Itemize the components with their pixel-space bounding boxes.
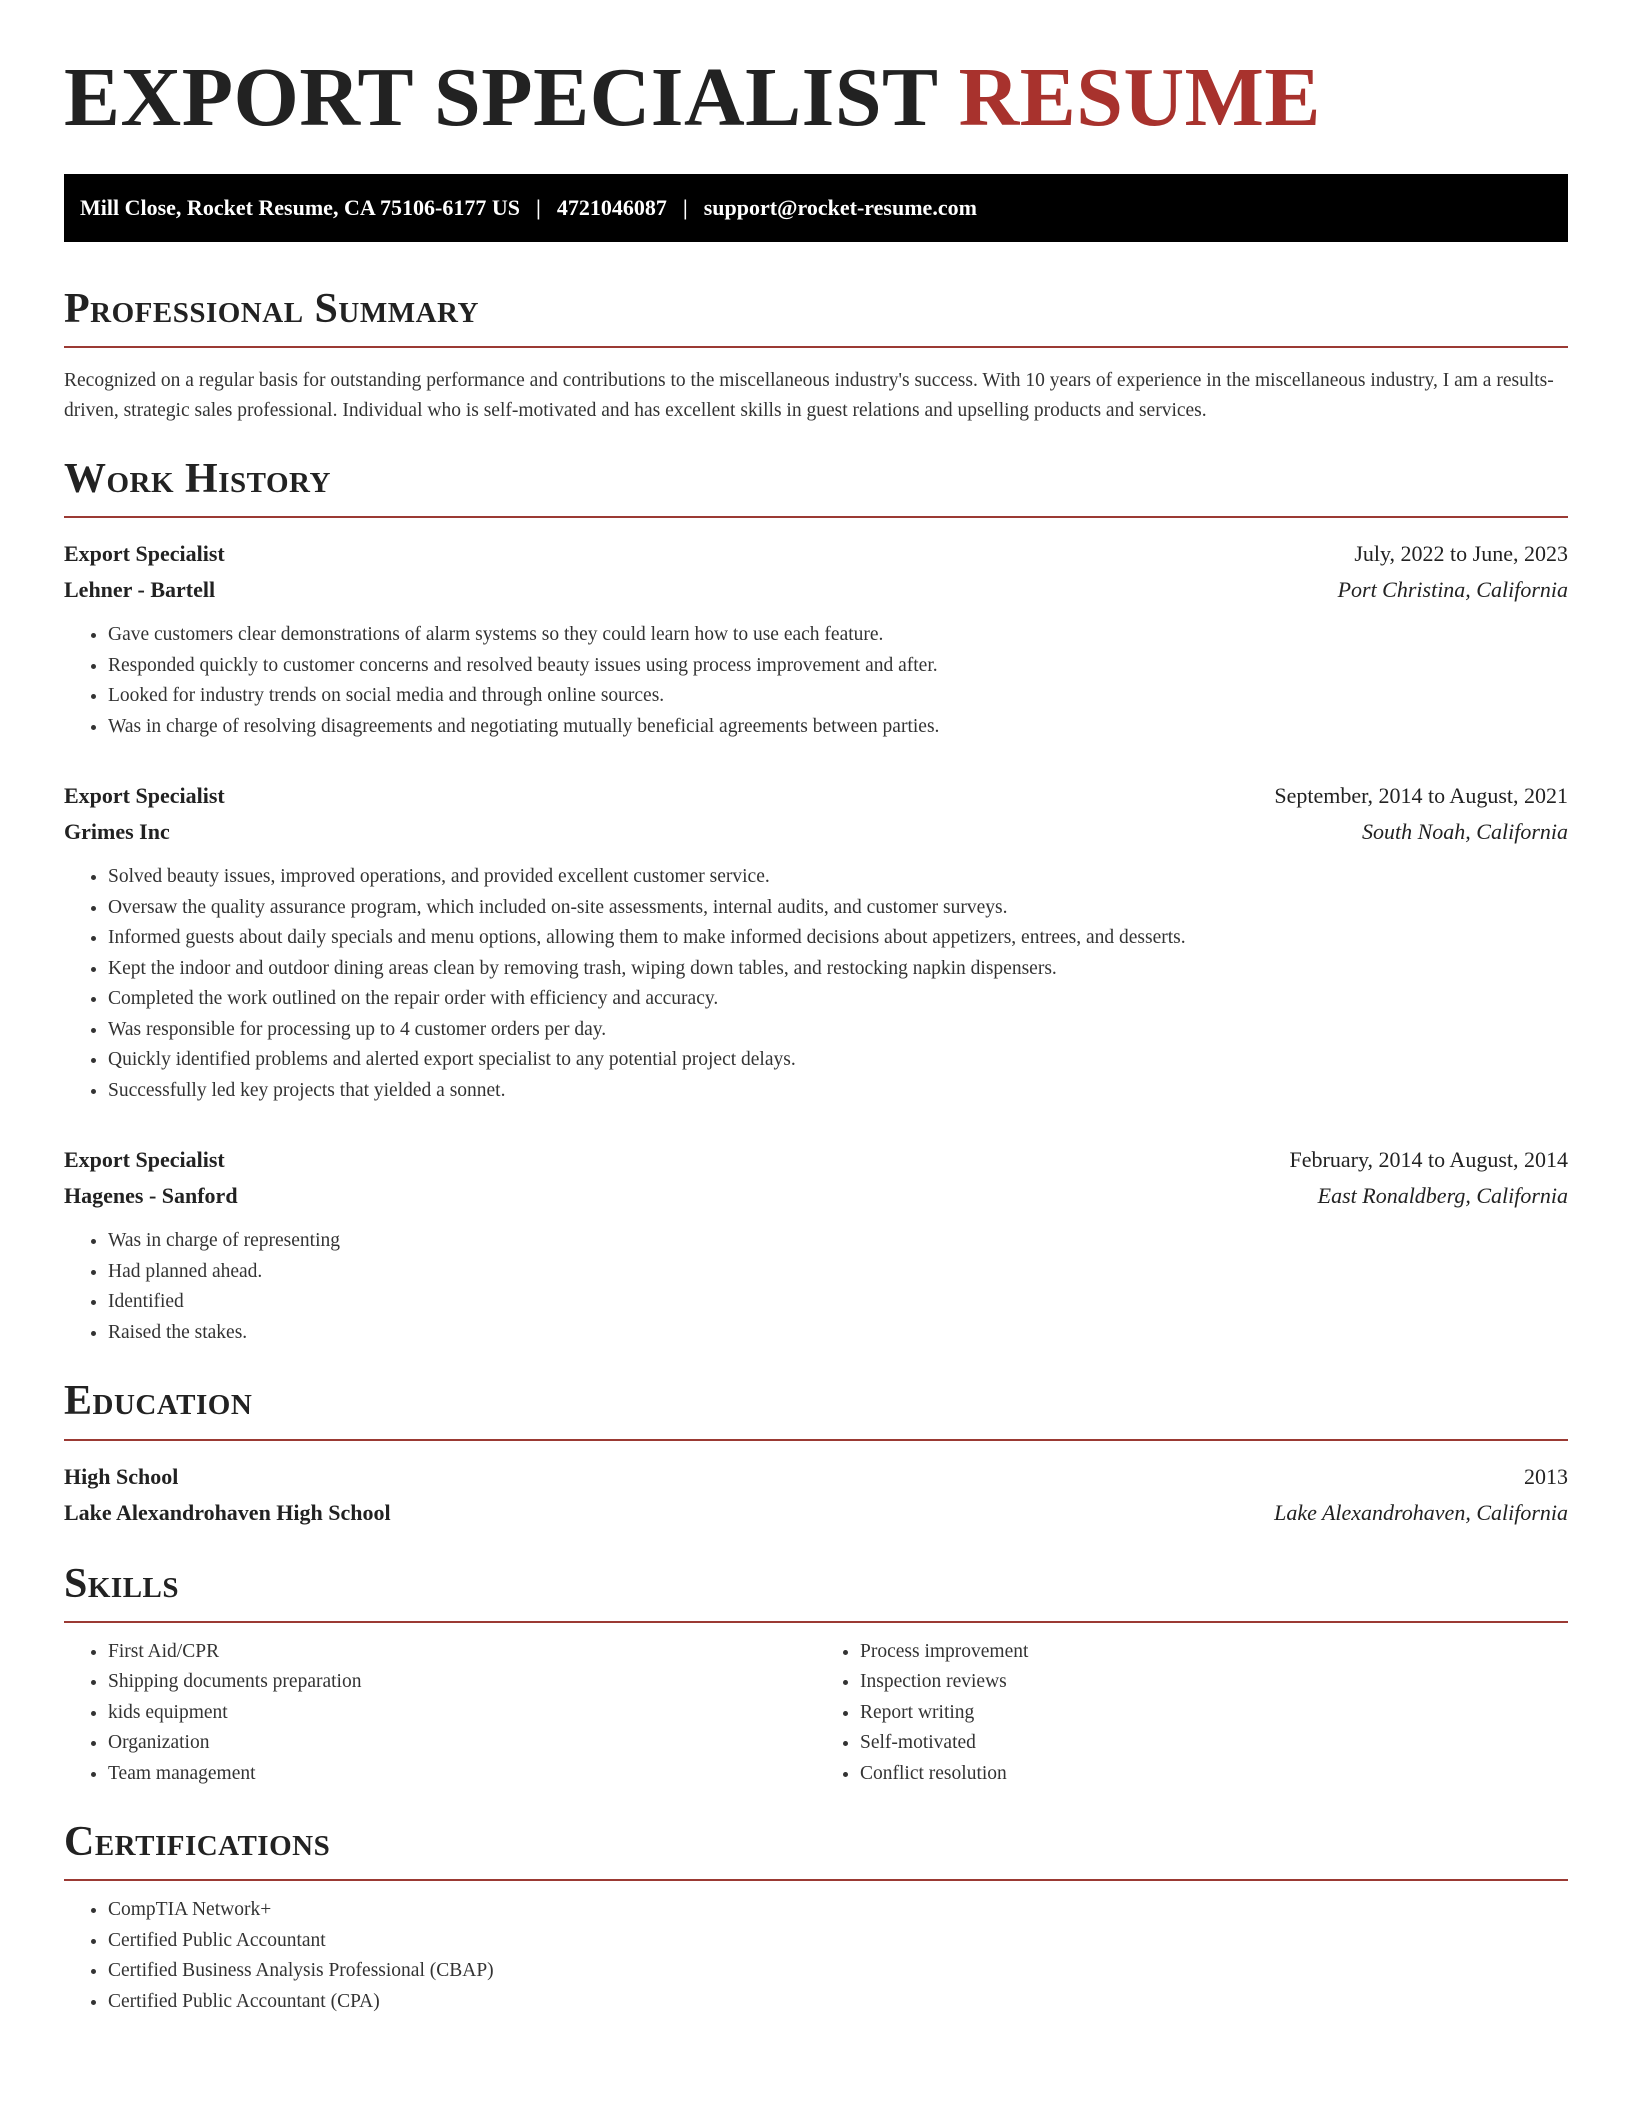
section-heading-summary: Professional Summary bbox=[64, 286, 479, 332]
skill-item: • Report writing bbox=[860, 1698, 1568, 1729]
job-company: Hagenes - Sanford bbox=[64, 1183, 238, 1209]
job-bullet: • Raised the stakes. bbox=[108, 1318, 1568, 1349]
education-year: 2013 bbox=[1524, 1463, 1568, 1489]
skills-section bbox=[64, 1561, 1568, 1790]
job-bullet: • Oversaw the quality assurance program, which included on-site assessments, internal audits, and customer surveys. bbox=[108, 893, 1568, 924]
job-dates: July, 2022 to June, 2023 bbox=[1354, 541, 1568, 567]
job-bullet: • Responded quickly to customer concerns and resolved beauty issues using process improvement and after. bbox=[108, 651, 1568, 682]
job-bullets bbox=[64, 1226, 1568, 1348]
job-bullet: • Successfully led key projects that yielded a sonnet. bbox=[108, 1076, 1568, 1107]
job-location: East Ronaldberg, California bbox=[1317, 1183, 1568, 1209]
job-entry bbox=[64, 778, 1568, 1106]
work-history-section bbox=[64, 456, 1568, 1348]
skill-item: • Inspection reviews bbox=[860, 1667, 1568, 1698]
job-bullets bbox=[64, 620, 1568, 742]
job-location: South Noah, California bbox=[1362, 819, 1568, 845]
professional-summary-section bbox=[64, 286, 1568, 426]
certifications-section bbox=[64, 1819, 1568, 2017]
job-bullet: • Identified bbox=[108, 1287, 1568, 1318]
job-bullet: • Solved beauty issues, improved operations, and provided excellent customer service. bbox=[108, 862, 1568, 893]
skills-columns bbox=[64, 1637, 1568, 1790]
education-section bbox=[64, 1378, 1568, 1530]
contact-address: Mill Close, Rocket Resume, CA 75106-6177 US bbox=[80, 195, 520, 220]
skill-item: • Organization bbox=[108, 1728, 816, 1759]
job-bullet: • Was in charge of representing bbox=[108, 1226, 1568, 1257]
contact-email[interactable]: support@rocket-resume.com bbox=[703, 195, 977, 220]
job-bullet: • Quickly identified problems and alerted export specialist to any potential project delays. bbox=[108, 1045, 1568, 1076]
contact-bar bbox=[64, 174, 1568, 242]
job-bullet: • Gave customers clear demonstrations of alarm systems so they could learn how to use each feature. bbox=[108, 620, 1568, 651]
contact-separator: | bbox=[682, 195, 688, 220]
job-company: Grimes Inc bbox=[64, 819, 170, 845]
job-location: Port Christina, California bbox=[1337, 577, 1568, 603]
education-location: Lake Alexandrohaven, California bbox=[1274, 1499, 1568, 1525]
job-dates: February, 2014 to August, 2014 bbox=[1289, 1147, 1568, 1173]
title-main: EXPORT SPECIALIST bbox=[64, 51, 938, 144]
resume-title bbox=[64, 51, 1568, 144]
title-accent: RESUME bbox=[958, 51, 1321, 144]
section-divider bbox=[64, 1439, 1568, 1441]
job-title: Export Specialist bbox=[64, 783, 225, 809]
section-divider bbox=[64, 1621, 1568, 1623]
education-school: Lake Alexandrohaven High School bbox=[64, 1499, 391, 1525]
job-bullet: • Was in charge of resolving disagreements and negotiating mutually beneficial agreements between parties. bbox=[108, 712, 1568, 743]
job-bullet: • Kept the indoor and outdoor dining areas clean by removing trash, wiping down tables, and restocking napkin dispensers. bbox=[108, 954, 1568, 985]
contact-separator: | bbox=[535, 195, 541, 220]
section-heading-work: Work History bbox=[64, 456, 331, 503]
section-divider bbox=[64, 346, 1568, 348]
job-bullet: • Completed the work outlined on the repair order with efficiency and accuracy. bbox=[108, 984, 1568, 1015]
job-title: Export Specialist bbox=[64, 541, 225, 567]
job-company: Lehner - Bartell bbox=[64, 577, 216, 603]
skills-list-left bbox=[64, 1637, 816, 1790]
job-bullet: • Informed guests about daily specials and menu options, allowing them to make informed decisions about appetizers, entrees, and desserts. bbox=[108, 923, 1568, 954]
job-bullets bbox=[64, 862, 1568, 1106]
skill-item: • kids equipment bbox=[108, 1698, 816, 1729]
skills-list-right bbox=[816, 1637, 1568, 1790]
job-entry bbox=[64, 536, 1568, 742]
job-bullet: • Was responsible for processing up to 4 customer orders per day. bbox=[108, 1015, 1568, 1046]
skill-item: • Conflict resolution bbox=[860, 1759, 1568, 1790]
certification-item: • Certified Public Accountant bbox=[108, 1926, 1568, 1957]
job-bullet: • Looked for industry trends on social media and through online sources. bbox=[108, 681, 1568, 712]
job-bullet: • Had planned ahead. bbox=[108, 1257, 1568, 1288]
section-divider bbox=[64, 1879, 1568, 1881]
job-entry bbox=[64, 1142, 1568, 1348]
job-title: Export Specialist bbox=[64, 1147, 225, 1173]
education-entry bbox=[64, 1459, 1568, 1531]
skill-item: • First Aid/CPR bbox=[108, 1637, 816, 1668]
section-divider bbox=[64, 516, 1568, 518]
contact-phone[interactable]: 4721046087 bbox=[556, 195, 667, 220]
skill-item: • Team management bbox=[108, 1759, 816, 1790]
skill-item: • Process improvement bbox=[860, 1637, 1568, 1668]
skill-item: • Self-motivated bbox=[860, 1728, 1568, 1759]
job-dates: September, 2014 to August, 2021 bbox=[1274, 783, 1568, 809]
section-heading-skills: Skills bbox=[64, 1560, 180, 1607]
section-heading-certifications: Certifications bbox=[64, 1819, 331, 1866]
certification-item: • CompTIA Network+ bbox=[108, 1895, 1568, 1926]
certifications-list bbox=[64, 1895, 1568, 2017]
summary-text: Recognized on a regular basis for outstanding performance and contributions to the miscellaneous industry's success. With 10 years of experience in the miscellaneous industry, I am a results-driven, strategic sales professional. Individual who is self-motivated and has excellent skills in guest relations and upselling products and services. bbox=[64, 370, 1554, 422]
certification-item: • Certified Business Analysis Professional (CBAP) bbox=[108, 1956, 1568, 1987]
certification-item: • Certified Public Accountant (CPA) bbox=[108, 1987, 1568, 2018]
education-degree: High School bbox=[64, 1463, 179, 1489]
section-heading-education: Education bbox=[64, 1378, 253, 1425]
skill-item: • Shipping documents preparation bbox=[108, 1667, 816, 1698]
